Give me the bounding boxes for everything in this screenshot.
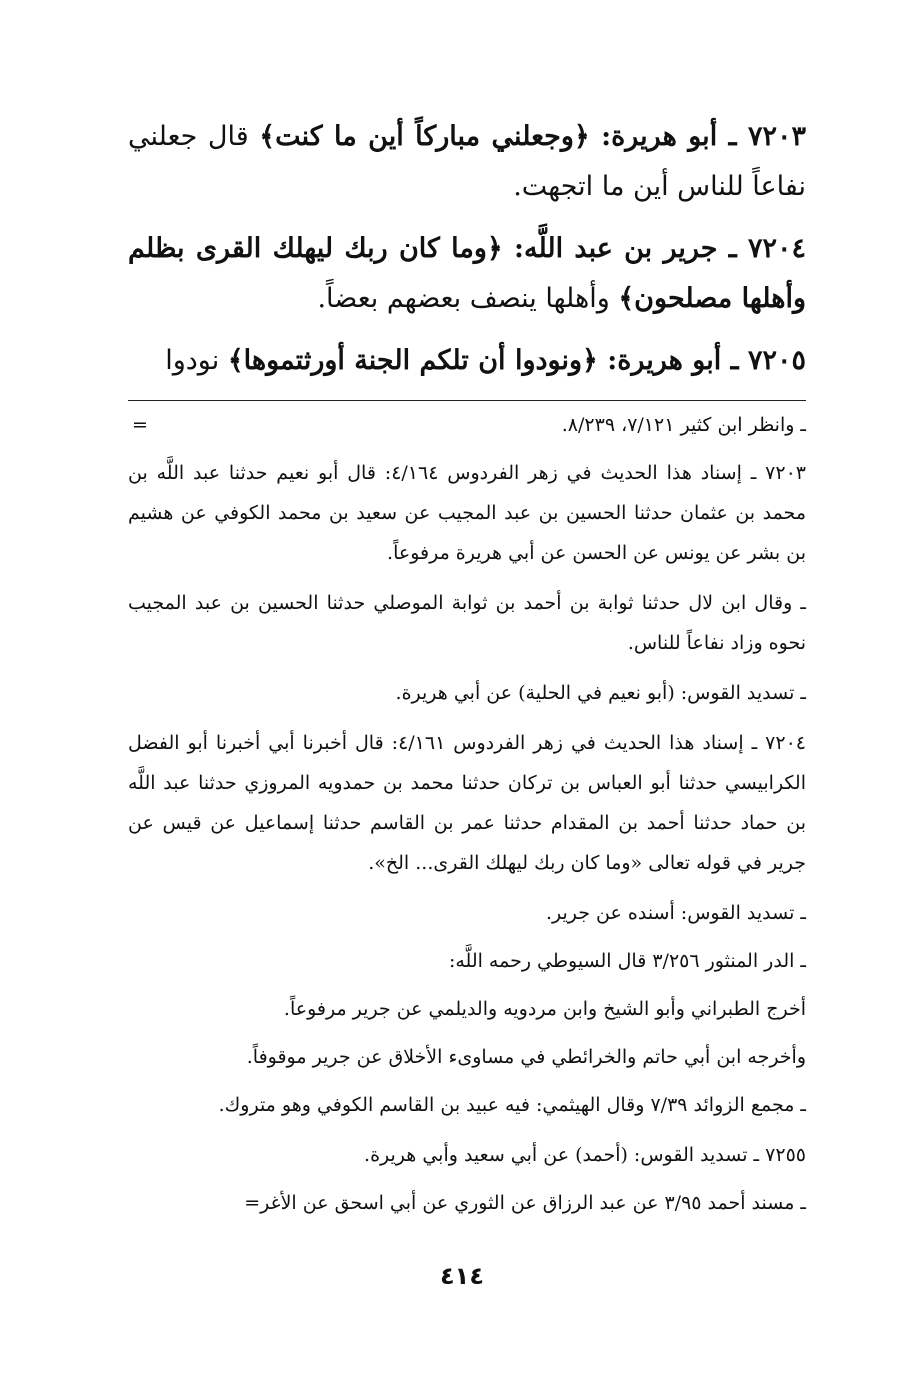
footnote-7205: ٧٢٥٥ ـ تسديد القوس: (أحمد) عن أبي سعيد وأبي هريرة. <box>364 1144 806 1166</box>
main-entry-7203 <box>128 112 806 212</box>
footnote-musnad-ahmad: ـ مسند أحمد ٣/٩٥ عن عبد الرزاق عن الثوري عن أبي اسحق عن الأغر= <box>244 1192 806 1214</box>
entry-lead: ٧٢٠٣ ـ أبو هريرة: ﴿وجعلني مباركاً أين ما كنت﴾ <box>259 121 806 152</box>
entry-rest: وأهلها ينصف بعضهم بعضاً. <box>317 283 619 314</box>
footnote-7203: ٧٢٠٣ ـ إسناد هذا الحديث في زهر الفردوس ٤/١٦٤: قال أبو نعيم حدثنا عبد اللَّه بن محمد بن عثمان حدثنا الحسين بن عبد المجيب عن سعيد بن محمد الكوفي عن هشيم بن بشر عن يونس عن الحسن عن أبي هريرة مرفوعاً. <box>128 462 806 564</box>
main-entry-7205 <box>128 336 806 386</box>
footnote-divider <box>128 400 806 401</box>
main-entry-7204 <box>128 224 806 324</box>
footnote-7204: ٧٢٠٤ ـ إسناد هذا الحديث في زهر الفردوس ٤/١٦١: قال أخبرنا أبي أخبرنا أبو الفضل الكرابيسي حدثنا أبو العباس بن تركان حدثنا محمد بن حمدويه المروزي حدثنا عبد اللَّه بن حماد حدثنا أحمد بن المقدام حدثنا عمر بن القاسم حدثنا إسماعيل عن قيس عن جرير في قوله تعالى «وما كان ربك ليهلك القرى... الخ». <box>128 732 806 874</box>
continuation-mark: = <box>132 414 148 436</box>
page-body <box>128 112 806 1231</box>
footnote-continuation-text: ـ وانظر ابن كثير ٧/١٢١، ٨/٢٣٩. <box>561 414 806 436</box>
footnote-ibn-abi-hatim: وأخرجه ابن أبي حاتم والخرائطي في مساوىء الأخلاق عن جرير موقوفاً. <box>246 1046 806 1068</box>
entry-rest: قال جعلني نفاعاً للناس أين ما اتجهت. <box>128 121 806 202</box>
footnote-ibn-lal: ـ وقال ابن لال حدثنا ثوابة بن أحمد بن ثوابة الموصلي حدثنا الحسين بن عبد المجيب نحوه وزاد نفاعاً للناس. <box>128 592 806 654</box>
footnote-tasdid-7204: ـ تسديد القوس: أسنده عن جرير. <box>545 902 806 924</box>
footnote-durr-manthur: ـ الدر المنثور ٣/٢٥٦ قال السيوطي رحمه اللَّه: <box>448 950 806 972</box>
footnote-majma-zawaid: ـ مجمع الزوائد ٧/٣٩ وقال الهيثمي: فيه عبيد بن القاسم الكوفي وهو متروك. <box>218 1094 806 1116</box>
page-number: ٤١٤ <box>440 1262 484 1290</box>
entry-lead: ٧٢٠٥ ـ أبو هريرة: ﴿ونودوا أن تلكم الجنة أورثتموها﴾ <box>227 345 806 376</box>
footnote-tabarani: أخرج الطبراني وأبو الشيخ وابن مردويه والديلمي عن جرير مرفوعاً. <box>283 998 806 1020</box>
entry-rest: نودوا <box>165 345 228 376</box>
entry-lead: ٧٢٠٤ ـ جرير بن عبد اللَّه: ﴿وما كان ربك ليهلك القرى بظلم وأهلها مصلحون﴾ <box>128 233 806 314</box>
footnote-tasdid-7203: ـ تسديد القوس: (أبو نعيم في الحلية) عن أبي هريرة. <box>395 682 806 704</box>
footnote-continuation <box>128 405 806 445</box>
